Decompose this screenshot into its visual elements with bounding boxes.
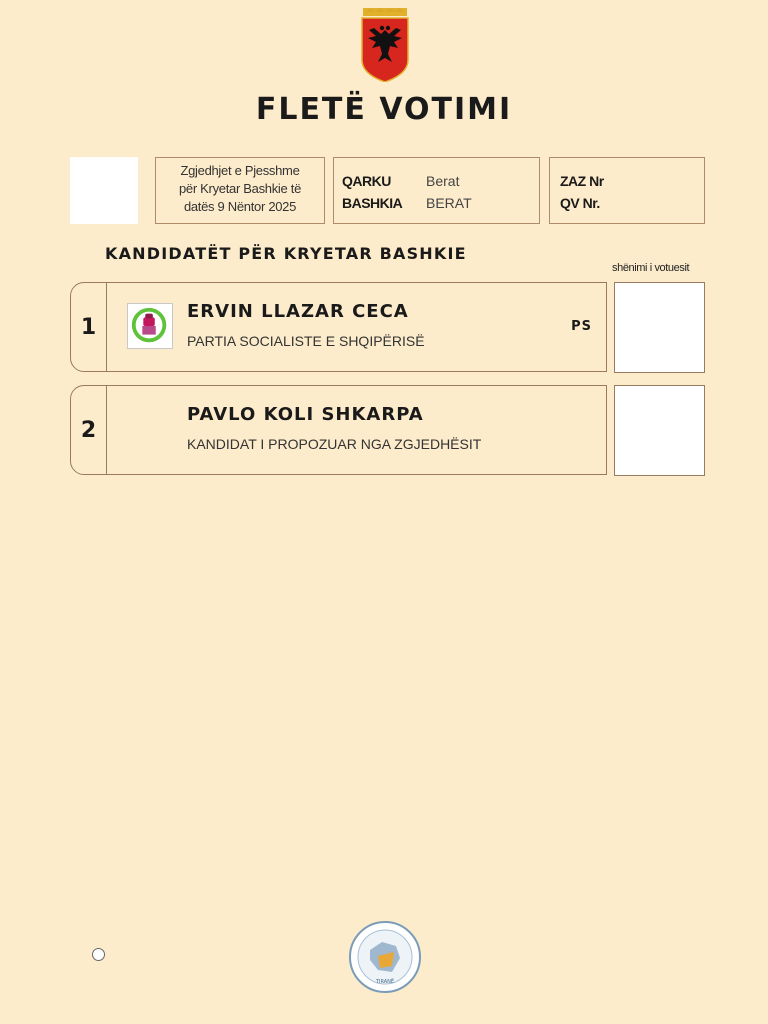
- qarku-label: QARKU: [342, 173, 391, 189]
- ballot-number-box: [70, 157, 138, 224]
- bashkia-value: BERAT: [426, 195, 472, 211]
- candidate-number: 2: [71, 386, 107, 474]
- candidate-party: KANDIDAT I PROPOZUAR NGA ZGJEDHËSIT: [187, 436, 482, 452]
- cec-seal-icon: [348, 920, 422, 994]
- vote-box-1[interactable]: [614, 282, 705, 373]
- candidate-name: PAVLO KOLI SHKARPA: [187, 404, 424, 425]
- election-line-2: për Kryetar Bashkie të: [178, 181, 302, 196]
- election-info-box: [155, 157, 325, 224]
- qv-label: QV Nr.: [560, 195, 600, 211]
- candidate-name: ERVIN LLAZAR CECA: [187, 301, 409, 322]
- svg-text:TIRANË: TIRANË: [375, 979, 395, 985]
- election-line-3: datës 9 Nëntor 2025: [183, 199, 297, 214]
- corner-marker: [92, 948, 105, 961]
- albanian-emblem-icon: [360, 8, 410, 82]
- election-line-1: Zgjedhjet e Pjesshme: [180, 163, 300, 178]
- ps-rose-logo-icon: [127, 303, 173, 349]
- region-info-box: [333, 157, 540, 224]
- party-abbreviation: PS: [571, 319, 592, 334]
- zaz-label: ZAZ Nr: [560, 173, 604, 189]
- candidate-row-2: [70, 385, 607, 475]
- vote-box-2[interactable]: [614, 385, 705, 476]
- qarku-value: Berat: [426, 173, 460, 189]
- candidate-number: 1: [71, 283, 107, 371]
- bashkia-label: BASHKIA: [342, 195, 403, 211]
- candidate-row-1: [70, 282, 607, 372]
- zaz-info-box: [549, 157, 705, 224]
- section-title: KANDIDATËT PËR KRYETAR BASHKIE: [105, 244, 467, 263]
- voter-mark-label: shënimi i votuesit: [612, 262, 690, 274]
- candidate-party: PARTIA SOCIALISTE E SHQIPËRISË: [187, 333, 425, 349]
- ballot-title: FLETË VOTIMI: [255, 92, 513, 127]
